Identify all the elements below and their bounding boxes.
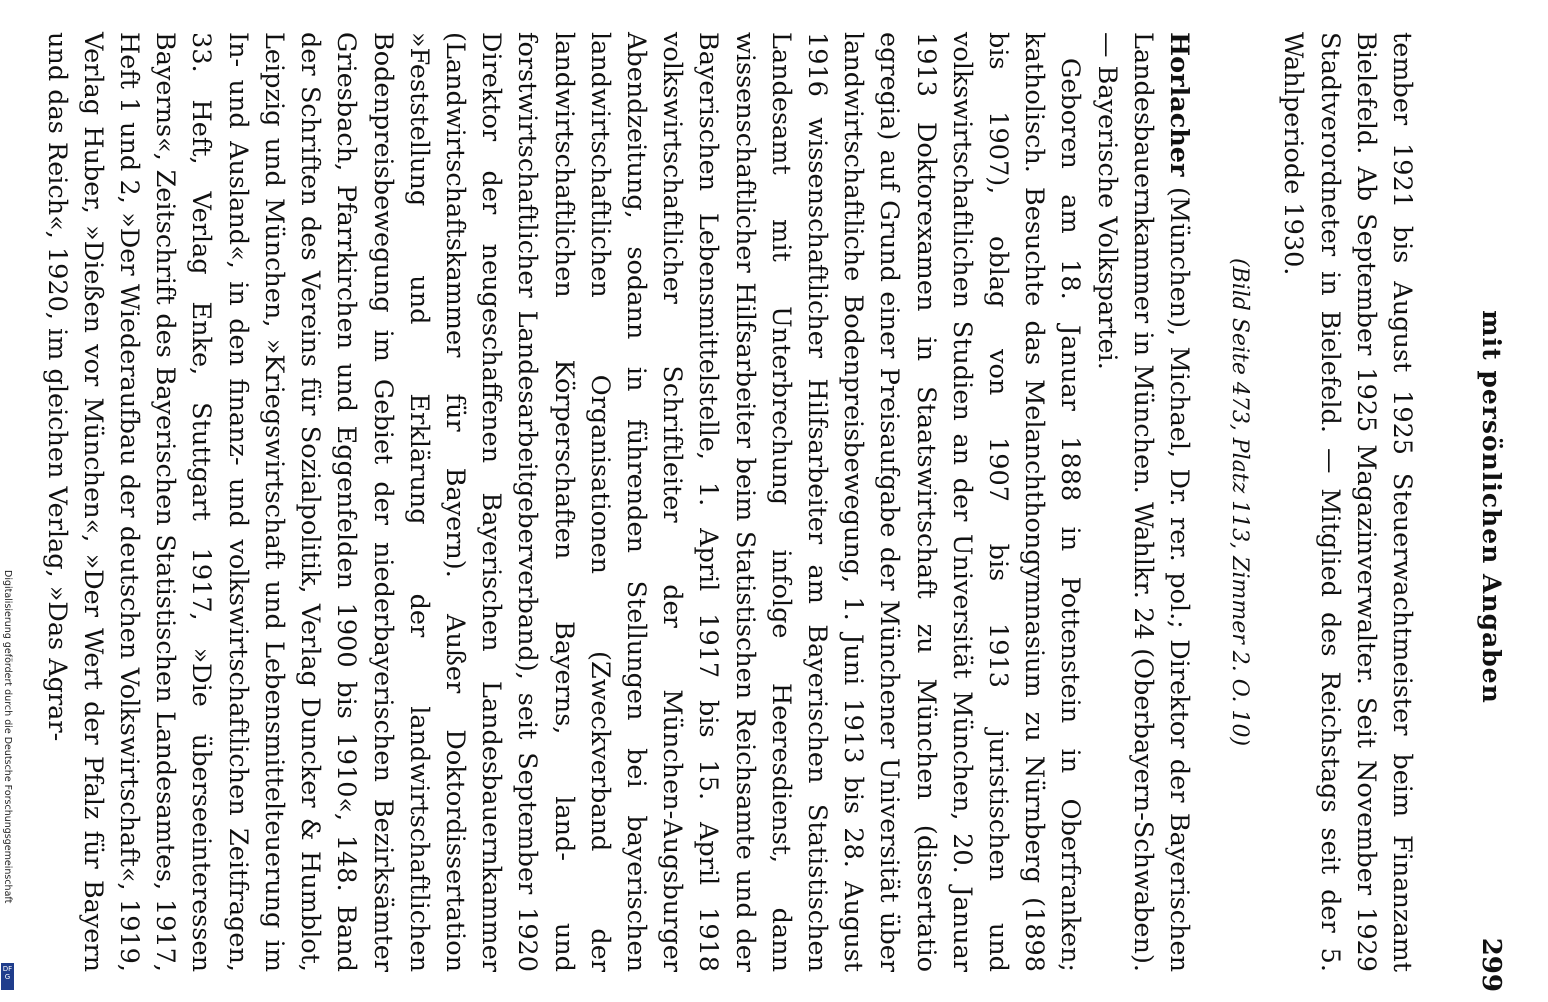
entry-heading bbox=[1088, 32, 1197, 972]
dfg-logo-icon: DFG bbox=[1, 963, 14, 990]
rotated-text-block bbox=[41, 12, 1510, 1002]
continuation-paragraph: tember 1921 bis August 1925 Steuerwachtmeister beim Finanzamt Bielefeld. Ab September 1925 Magazinverwalter. Seit November 1929 Stadtverordneter in Bielefeld. — Mitglied des Reichstags seit der 5. Wahlperiode 1930. bbox=[1278, 32, 1417, 972]
entry-name: Horlacher bbox=[1163, 32, 1194, 177]
picture-reference: (Bild Seite 473, Platz 113, Zimmer 2. O. 10) bbox=[1227, 257, 1253, 747]
page-number: 299 bbox=[1476, 937, 1506, 992]
funding-note-text: Digitalisierung gefördert durch die Deutsche Forschungsgemeinschaft bbox=[2, 570, 13, 904]
entry-heading-rest: (München), Michael, Dr. rer. pol.; Direktor der Bayerischen Landesbauernkammer in München. Wahlkr. 24 (Oberbayern-Schwaben). — Bayerische Volkspartei. bbox=[1091, 32, 1194, 972]
running-title: mit persönlichen Angaben bbox=[1477, 310, 1506, 704]
entry-biography: Geboren am 18. Januar 1888 in Pottenstein in Oberfranken; katholisch. Besuchte das Melanchthongymnasium zu Nürnberg (1898 bis 1907), oblag von 1907 bis 1913 juristischen und volkswirtschaftlichen Studien an der Universität München, 20. Januar 1913 Doktorexamen in Staatswirtschaft zu München (dissertatio egregia) auf Grund einer Preisaufgabe der Münchener Universität über landwirtschaftliche Bodenpreisbewegung, 1. Juni 1913 bis 28. August 1916 wissenschaftlicher Hilfsarbeiter am Bayerischen Statistischen Landesamt mit Unterbrechung infolge Heeresdienst, dann wissenschaftlicher Hilfsarbeiter beim Statistischen Reichsamte und der Bayerischen Lebensmittelstelle, 1. April 1917 bis 15. April 1918 volkswirtschaftlicher Schriftleiter der München-Augsburger Abendzeitung, sodann in führenden Stellungen bei bayerischen landwirtschaftlichen Organisationen (Zweckverband der landwirtschaftlichen Körperschaften Bayerns, land- und forstwirtschaftlicher Landesarbeitgeberverband), seit September 1920 Direktor der neugeschaffenen Bayerischen Landesbauernkammer (Landwirtschaftskammer für Bayern). Außer Doktordissertation »Feststellung und Erklärung der landwirtschaftlichen Bodenpreisbewegung im Gebiet der niederbayerischen Bezirksämter Griesbach, Pfarrkirchen und Eggenfelden 1900 bis 1910«, 148. Band der Schriften des Vereins für Sozialpolitik, Verlag Duncker & Humblot, Leipzig und München, »Kriegswirtschaft und Lebensmittelteuerung im In- und Ausland«, in den finanz- und volkswirtschaftlichen Zeitfragen, 33. Heft, Verlag Enke, Stuttgart 1917, »Die überseeinteressen Bayerns«, Zeitschrift des Bayerischen Statistischen Landesamtes, 1917, Heft 1 und 2, »Der Wiederaufbau der deutschen Volkswirtschaft«, 1919, Verlag Huber, »Dießen vor München«, »Der Wert der Pfalz für Bayern und das Reich«, 1920, im gleichen Verlag, »Das Agrar- bbox=[41, 32, 1086, 972]
funding-note bbox=[0, 570, 14, 1000]
page-body bbox=[38, 32, 1420, 972]
running-header bbox=[1470, 12, 1510, 1002]
